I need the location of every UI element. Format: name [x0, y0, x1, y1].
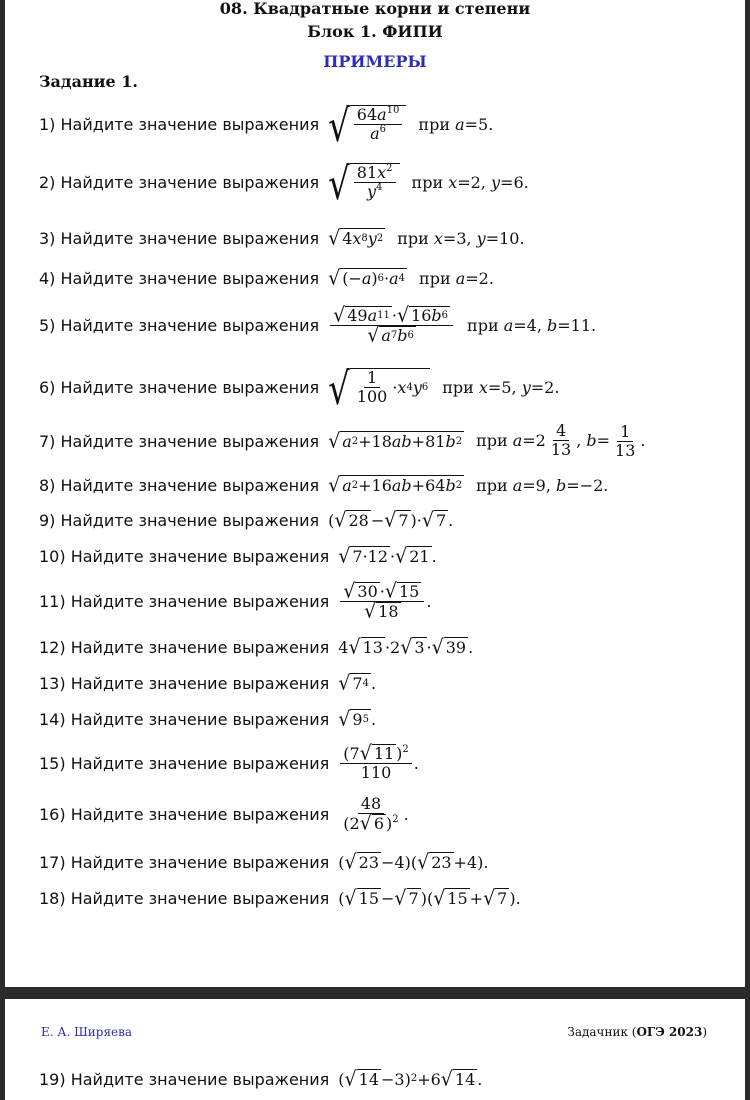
expression-15: (7 √ 11 )$^2$ 110 .: [338, 744, 419, 782]
problem-4: 4) Найдите значение выражения √ (− a ) 6 · a 4 при a=2.: [39, 266, 494, 290]
problem-16: 16) Найдите значение выражения 48 (2 √ 6 )$^2$ .: [39, 794, 409, 835]
expression-16: 48 (2 √ 6 )$^2$ .: [343, 794, 409, 835]
problem-6: 6) Найдите значение выражения √ $\frac{1}{100}$ · x 4 y 6 при x=5, y=2.: [39, 363, 560, 416]
expression-4: √ (− a ) 6 · a 4 при a=2.: [328, 266, 494, 290]
expression-2: √ $\frac{81x^2}{y^4}$ при x=2, y=6.: [328, 158, 529, 211]
expression-6: √ $\frac{1}{100}$ · x 4 y 6 при x=5, y=2.: [328, 363, 560, 416]
expression-3: √ 4 x 8 y 2 при x=3, y=10.: [328, 226, 525, 250]
problem-13: 13) Найдите значение выражения √ 7 4 .: [39, 671, 377, 695]
problem-2: 2) Найдите значение выражения √ $\frac{81x^2}{y^4}$ при x=2, y=6.: [39, 158, 529, 211]
author: Е. А. Ширяева: [41, 1025, 133, 1039]
section-heading: ПРИМЕРЫ: [323, 52, 427, 71]
page-1: [5, 0, 745, 987]
expression-17: ( √ 23 −4)( √ 23 +4).: [338, 850, 489, 874]
expression-5: √ 49 a 11 · √ 16 b 6 √ a 7 b 6 при a=4, b=11.: [328, 306, 596, 345]
problem-14: 14) Найдите значение выражения √ 9 5 .: [39, 707, 377, 731]
page-2: [5, 999, 745, 1100]
expression-11: √ 30 · √ 15 √ 18 .: [338, 582, 431, 621]
expression-19: ( √ 14 −3) 2 +6 √ 14 .: [338, 1067, 483, 1091]
problem-5: 5) Найдите значение выражения √ 49 a 11 · √ 16 b 6 √ a 7 b 6 при a=4, b=11.: [39, 303, 597, 347]
problem-3: 3) Найдите значение выражения √ 4 x 8 y 2 при x=3, y=10.: [39, 226, 525, 250]
problem-19: 19) Найдите значение выражения ( √ 14 −3) 2 +6 √ 14 .: [39, 1067, 483, 1091]
expression-12: 4 √ 13 ·2 √ 3 · √ 39 .: [338, 635, 474, 659]
expression-7: √ a 2 +18 ab +81 b 2 при a=2 $\frac{4}{13}$ , b= $\frac{1}{13}$ .: [328, 421, 646, 460]
problem-12: 12) Найдите значение выражения 4 √ 13 ·2 √ 3 · √ 39 .: [39, 635, 474, 659]
problem-9: 9) Найдите значение выражения ( √ 28 − √ 7 )· √ 7 .: [39, 508, 454, 532]
expression-18: ( √ 15 − √ 7 )( √ 15 + √ 7 ).: [338, 886, 521, 910]
page-subtitle: Блок 1. ФИПИ: [307, 22, 443, 41]
problem-7: 7) Найдите значение выражения √ a 2 +18 ab +81 b 2 при a=2 $\frac{4}{13}$ , b= $\frac{1}{13}$ .: [39, 421, 646, 460]
page-title: 08. Квадратные корни и степени: [219, 0, 531, 18]
problem-18: 18) Найдите значение выражения ( √ 15 − √ 7 )( √ 15 + √ 7 ).: [39, 886, 521, 910]
task-label: Задание 1.: [39, 72, 138, 91]
problem-11: 11) Найдите значение выражения √ 30 · √ 15 √ 18 .: [39, 579, 432, 623]
expression-13: √ 7 4 .: [338, 671, 377, 695]
expression-10: √ 7·12 · √ 21 .: [338, 544, 437, 568]
problem-17: 17) Найдите значение выражения ( √ 23 −4)( √ 23 +4).: [39, 850, 489, 874]
problem-15: 15) Найдите значение выражения (7 √ 11 )$^2$ 110 .: [39, 741, 419, 782]
expression-8: √ a 2 +16 ab +64 b 2 при a=9, b=−2.: [328, 473, 609, 497]
problem-8: 8) Найдите значение выражения √ a 2 +16 ab +64 b 2 при a=9, b=−2.: [39, 473, 609, 497]
book-title: Задачник (ОГЭ 2023): [567, 1025, 707, 1039]
problem-1: 1) Найдите значение выражения √ $\frac{64a^{10}}{a^6}$ при a=5.: [39, 100, 494, 153]
expression-9: ( √ 28 − √ 7 )· √ 7 .: [328, 508, 454, 532]
expression-14: √ 9 5 .: [338, 707, 377, 731]
expression-1: √ $\frac{64a^{10}}{a^6}$ при a=5.: [328, 100, 494, 153]
problem-10: 10) Найдите значение выражения √ 7·12 · √ 21 .: [39, 544, 437, 568]
